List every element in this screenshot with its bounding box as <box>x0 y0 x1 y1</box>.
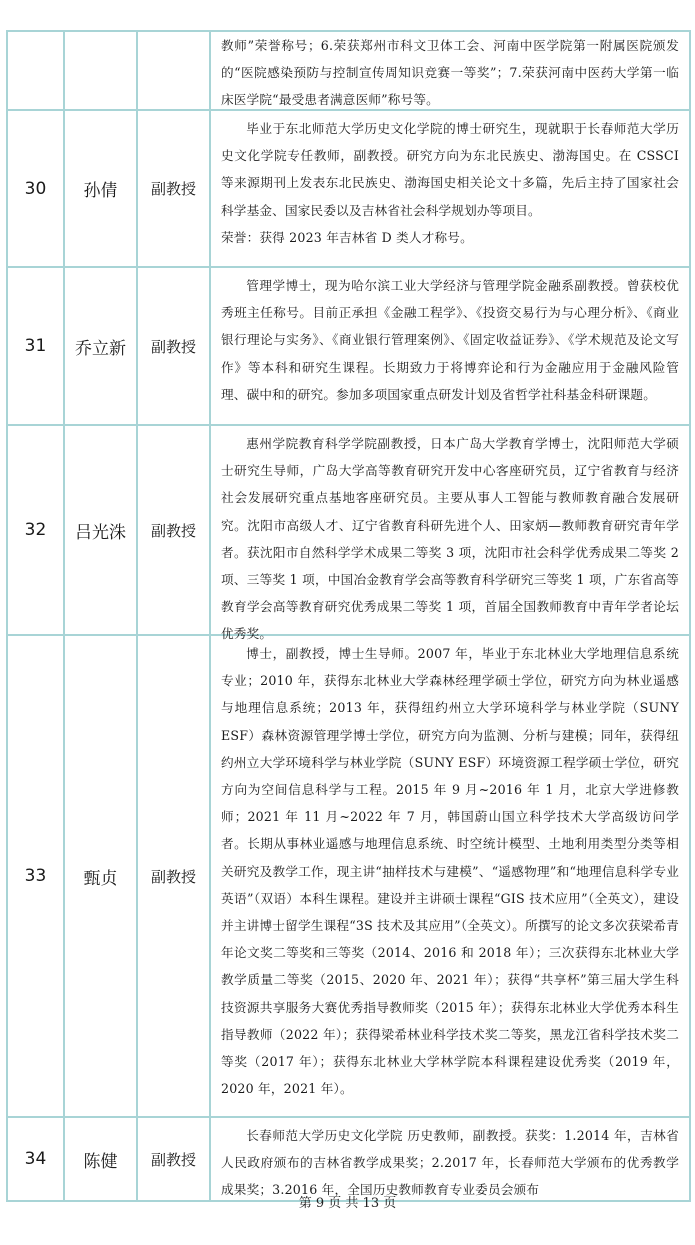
bio-paragraph: 惠州学院教育科学学院副教授，日本广岛大学教育学博士，沈阳师范大学硕士研究生导师，广岛大学高等教育研究开发中心客座研究员，辽宁省教育与经济社会发展研究重点基地客座研究员。主要从事人工智能与教师教育融合发展研究。沈阳市高级人才、辽宁省教育科研先进个人、田家炳—教师教育研究青年学者。获沈阳市自然科学学术成果二等奖 3 项，沈阳市社会科学优秀成果二等奖 2 项、三等奖 1 项，中国冶金教育学会高等教育科学研究三等奖 1 项，广东省高等教育学会高等教育研究优秀成果二等奖 1 项，首届全国教师教育中青年学者论坛优秀奖。 <box>221 436 679 642</box>
row-name: 陈健 <box>65 1118 138 1200</box>
table-row <box>8 32 691 111</box>
bio-paragraph: 毕业于东北师范大学历史文化学院的博士研究生，现就职于长春师范大学历史文化学院专任教师，副教授。研究方向为东北民族史、渤海国史。在 CSSCI 等来源期刊上发表东北民族史、渤海国史相关论文十多篇，先后主持了国家社会科学基金、国家民委以及吉林省社会科学规划办等项目。 <box>221 121 679 218</box>
row-name: 乔立新 <box>65 268 138 424</box>
row-title: 副教授 <box>138 268 211 424</box>
row-title: 副教授 <box>138 111 211 266</box>
table-row <box>8 1118 691 1202</box>
row-bio <box>211 268 691 424</box>
row-bio <box>211 111 691 266</box>
row-title: 副教授 <box>138 636 211 1116</box>
row-name <box>65 32 138 109</box>
row-title <box>138 32 211 109</box>
bio-paragraph: 管理学博士，现为哈尔滨工业大学经济与管理学院金融系副教授。曾获校优秀班主任称号。目前正承担《金融工程学》、《投资交易行为与心理分析》、《商业银行理论与实务》、《商业银行管理案例》、《固定收益证券》、《学术规范及论文写作》等本科和研究生课程。长期致力于将博弈论和行为金融应用于金融风险管理、碳中和的研究。参加多项国家重点研发计划及省哲学社科基金科研课题。 <box>221 278 679 402</box>
row-number: 31 <box>8 268 65 424</box>
table-row <box>8 426 691 642</box>
row-name: 孙倩 <box>65 111 138 266</box>
row-bio <box>211 32 691 109</box>
table-row <box>8 636 691 1118</box>
bio-paragraph: 荣誉：获得 2023 年吉林省 D 类人才称号。 <box>221 229 473 245</box>
row-name: 吕光洙 <box>65 426 138 634</box>
row-number <box>8 32 65 109</box>
row-number: 34 <box>8 1118 65 1200</box>
bio-paragraph: 教师”荣誉称号；6.荣获郑州市科文卫体工会、河南中医学院第一附属医院颁发的“医院感染预防与控制宣传周知识竞赛一等奖”；7.荣获河南中医药大学第一临床医学院“最受患者满意医师”称号等。 <box>221 38 679 108</box>
row-name: 甄贞 <box>65 636 138 1116</box>
row-bio <box>211 426 691 642</box>
row-bio <box>211 1118 691 1200</box>
row-number: 33 <box>8 636 65 1116</box>
table-row <box>8 268 691 426</box>
faculty-table <box>6 30 691 1202</box>
row-number: 32 <box>8 426 65 634</box>
bio-paragraph: 博士，副教授，博士生导师。2007 年，毕业于东北林业大学地理信息系统专业；2010 年，获得东北林业大学森林经理学硕士学位，研究方向为林业遥感与地理信息系统；2013 年，获得纽约州立大学环境科学与林业学院（SUNY ESF）森林资源管理学博士学位，研究方向为监测、分析与建模；同年，获得纽约州立大学环境科学与林业学院（SUNY ESF）环境资源工程学硕士学位，研究方向为空间信息科学与工程。2015 年 9 月~2016 年 1 月，北京大学进修教师；2021 年 11 月~2022 年 7 月，韩国蔚山国立科学技术大学高级访问学者。长期从事林业遥感与地理信息系统、时空统计模型、土地利用类型分类等相关研究及教学工作，现主讲“抽样技术与建模”、“遥感物理”和“地理信息科学专业英语”（双语）本科生课程。建设并主讲硕士课程“GIS 技术应用”（全英文），建设并主讲博士留学生课程“3S 技术及其应用”（全英文）。所撰写的论文多次获梁希青年论文奖二等奖和三等奖（2014、2016 和 2018 年）；三次获得东北林业大学教学质量二等奖（2015、2020 年、2021 年）；获得“共享杯”第三届大学生科技资源共享服务大赛优秀指导教师奖（2015 年）；获得东北林业大学优秀本科生指导教师（2022 年）；获得梁希林业科学技术奖二等奖，黑龙江省科学技术奖二等奖（2017 年）；获得东北林业大学林学院本科课程建设优秀奖（2019 年，2020 年，2021 年）。 <box>221 646 679 1097</box>
bio-paragraph: 长春师范大学历史文化学院 历史教师，副教授。获奖：1.2014 年，吉林省人民政府颁布的吉林省教学成果奖；2.2017 年，长春师范大学颁布的优秀教学成果奖；3.2016 年，全国历史教师教育专业委员会颁布 <box>221 1128 679 1198</box>
row-number: 30 <box>8 111 65 266</box>
row-title: 副教授 <box>138 426 211 634</box>
page-footer: 第 9 页 共 13 页 <box>298 1196 397 1211</box>
table-row <box>8 111 691 268</box>
row-title: 副教授 <box>138 1118 211 1200</box>
row-bio <box>211 636 691 1116</box>
